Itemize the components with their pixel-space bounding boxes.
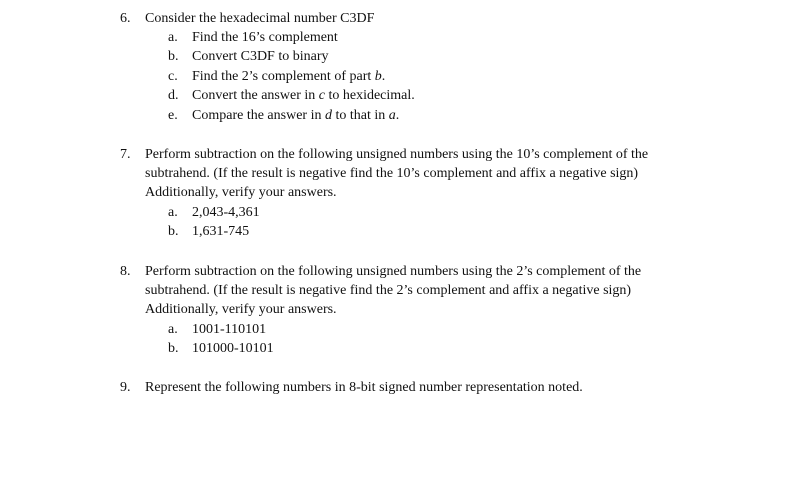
item-text-post: . [381,69,386,84]
item-text-ref: c [318,88,325,103]
item-text [192,67,385,86]
item-text-pre: Find the 2’s complement of part [192,69,375,84]
item-text: Convert C3DF to binary [192,49,329,64]
item-letter: b. [168,341,179,356]
item-letter: a. [168,322,178,337]
question-number: 8. [120,264,131,279]
item-text-post: to hexidecimal. [324,88,415,103]
item-text: 1,631-745 [192,224,250,239]
question-line: subtrahend. (If the result is negative find the 10’s complement and affix a negative sign) [145,166,639,181]
item-letter: d. [168,88,179,103]
item-text-pre: Compare the answer in [192,108,325,123]
question-text: Represent the following numbers in 8-bit signed number representation noted. [145,380,583,395]
question-text: Consider the hexadecimal number C3DF [145,11,375,26]
item-text [192,106,399,125]
question-line: Additionally, verify your answers. [145,302,337,317]
item-text: Find the 16’s complement [192,30,338,45]
item-letter: b. [168,49,179,64]
item-letter: e. [168,108,178,123]
question-number: 6. [120,11,131,26]
question-line: Perform subtraction on the following unsigned numbers using the 10’s complement of the [145,147,649,162]
item-letter: a. [168,30,178,45]
item-text [192,86,415,105]
item-text-pre: Convert the answer in [192,88,319,103]
question-number: 9. [120,380,131,395]
question-line: subtrahend. (If the result is negative find the 2’s complement and affix a negative sign) [145,283,632,298]
item-text: 101000-10101 [192,341,274,356]
item-text-post: . [395,108,400,123]
question-number: 7. [120,147,131,162]
item-letter: c. [168,69,178,84]
item-text: 1001-110101 [192,322,267,337]
item-text-mid: to that in [331,108,389,123]
item-text-ref: d [324,108,332,123]
item-text: 2,043-4,361 [192,205,260,220]
item-text-ref: a [388,108,396,123]
question-line: Perform subtraction on the following unsigned numbers using the 2’s complement of the [145,264,642,279]
item-letter: a. [168,205,178,220]
item-text-ref: b [374,69,382,84]
question-line: Additionally, verify your answers. [145,185,337,200]
item-letter: b. [168,224,179,239]
